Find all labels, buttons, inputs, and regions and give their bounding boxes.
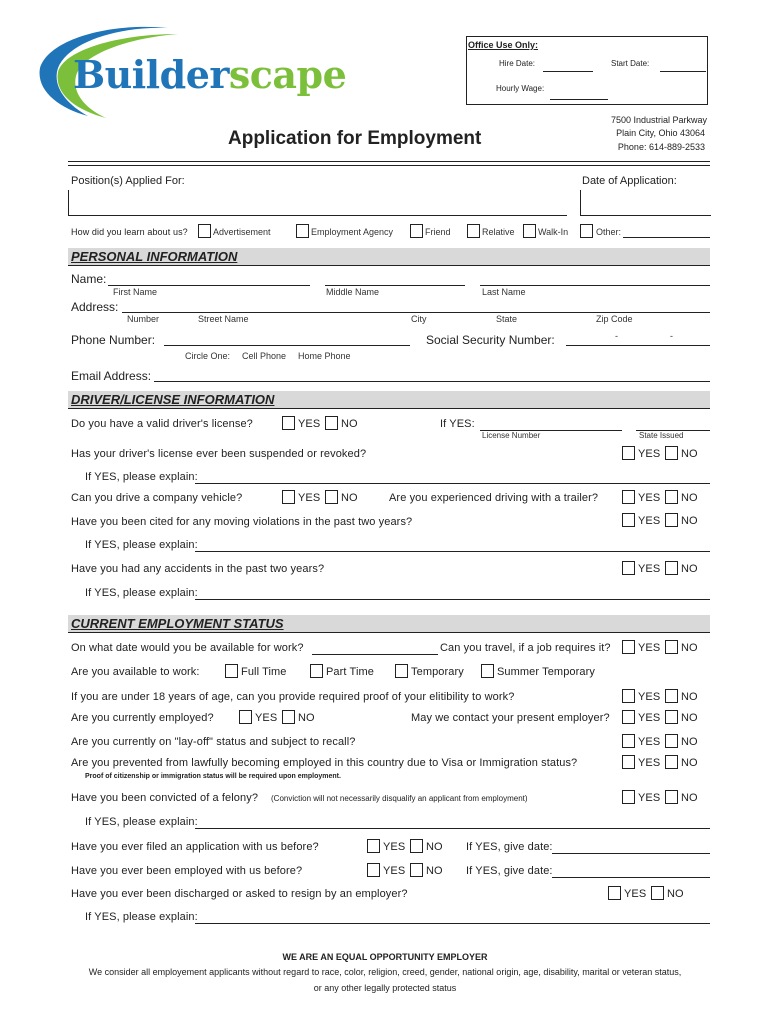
last-name-line[interactable]: [480, 285, 710, 286]
suspended-no-checkbox[interactable]: [665, 446, 678, 460]
temporary-label: Temporary: [411, 666, 464, 678]
ssn-label: Social Security Number:: [426, 333, 555, 347]
visa-question: Are you prevented from lawfully becoming employed in this country due to Visa or Immigration status?: [71, 757, 578, 769]
ssn-dash-2: -: [670, 331, 673, 341]
layoff-no-label: NO: [681, 736, 698, 748]
company-vehicle-question: Can you drive a company vehicle?: [71, 492, 243, 504]
suspended-yes-checkbox[interactable]: [622, 446, 635, 460]
last-name-caption: Last Name: [482, 287, 526, 297]
cited-yes-label: YES: [638, 515, 661, 527]
learn-relative-label: Relative: [482, 227, 515, 237]
currently-employed-yes-label: YES: [255, 712, 278, 724]
office-use-title: Office Use Only:: [468, 40, 539, 50]
license-if-yes-label: If YES:: [440, 418, 475, 430]
accidents-explain-label: If YES, please explain:: [85, 587, 198, 599]
temporary-checkbox[interactable]: [395, 664, 408, 678]
title-rule: [68, 161, 710, 166]
start-date-label: Start Date:: [611, 59, 650, 68]
full-time-label: Full Time: [241, 666, 287, 678]
trailer-question: Are you experienced driving with a trailer?: [389, 492, 599, 504]
ssn-line[interactable]: [566, 345, 710, 346]
logo-text: [73, 52, 346, 97]
accidents-explain-line[interactable]: [195, 599, 710, 600]
trailer-no-checkbox[interactable]: [665, 490, 678, 504]
suspended-yes-label: YES: [638, 448, 661, 460]
logo-text-scape: scape: [228, 52, 347, 97]
address-number-caption: Number: [127, 314, 160, 324]
logo-text-builder: Builder: [73, 52, 229, 97]
employed-before-question: Have you ever been employed with us before?: [71, 865, 303, 877]
cited-no-checkbox[interactable]: [665, 513, 678, 527]
layoff-yes-checkbox[interactable]: [622, 734, 635, 748]
discharged-explain-label: If YES, please explain:: [85, 911, 198, 923]
circle-one-label: Circle One:: [185, 351, 231, 361]
suspended-no-label: NO: [681, 448, 698, 460]
hourly-wage-label: Hourly Wage:: [496, 84, 545, 93]
full-time-checkbox[interactable]: [225, 664, 238, 678]
address-city-caption: City: [411, 314, 427, 324]
part-time-checkbox[interactable]: [310, 664, 323, 678]
contact-employer-question: May we contact your present employer?: [411, 712, 610, 724]
learn-advertisement-label: Advertisement: [213, 227, 271, 237]
phone-label: Phone Number:: [71, 333, 156, 347]
discharged-yes-checkbox[interactable]: [608, 886, 621, 900]
contact-employer-yes-label: YES: [638, 712, 661, 724]
positions-label: Position(s) Applied For:: [71, 175, 185, 187]
filed-before-no-label: NO: [426, 841, 443, 853]
felony-no-label: NO: [681, 792, 698, 804]
middle-name-caption: Middle Name: [326, 287, 380, 297]
learn-friend-checkbox[interactable]: [410, 224, 423, 238]
learn-agency-label: Employment Agency: [311, 227, 394, 237]
travel-no-label: NO: [681, 642, 698, 654]
company-city: Plain City, Ohio 43064: [616, 128, 705, 138]
logo: [18, 20, 347, 130]
under-18-yes-label: YES: [638, 691, 661, 703]
visa-note: Proof of citizenship or immigration status will be required upon employment.: [85, 773, 341, 780]
cited-no-label: NO: [681, 515, 698, 527]
name-label: Name:: [71, 272, 107, 286]
trailer-no-label: NO: [681, 492, 698, 504]
visa-yes-label: YES: [638, 757, 661, 769]
state-issued-caption: State Issued: [639, 431, 684, 440]
felony-yes-checkbox[interactable]: [622, 790, 635, 804]
learn-friend-label: Friend: [425, 227, 451, 237]
contact-employer-no-checkbox[interactable]: [665, 710, 678, 724]
discharged-no-label: NO: [667, 888, 684, 900]
eoe-statement: WE ARE AN EQUAL OPPORTUNITY EMPLOYER: [282, 952, 488, 962]
first-name-line[interactable]: [108, 285, 310, 286]
license-question: Do you have a valid driver's license?: [71, 418, 253, 430]
summer-temporary-label: Summer Temporary: [497, 666, 595, 678]
company-vehicle-no-label: NO: [341, 492, 358, 504]
discharged-question: Have you ever been discharged or asked to resign by an employer?: [71, 888, 408, 900]
layoff-no-checkbox[interactable]: [665, 734, 678, 748]
start-date-line[interactable]: [660, 71, 706, 72]
address-street-caption: Street Name: [198, 314, 249, 324]
email-label: Email Address:: [71, 369, 152, 383]
license-number-caption: License Number: [482, 431, 541, 440]
trailer-yes-checkbox[interactable]: [622, 490, 635, 504]
eoe-line-2: or any other legally protected status: [313, 983, 457, 993]
learn-relative-checkbox[interactable]: [467, 224, 480, 238]
learn-advertisement-checkbox[interactable]: [198, 224, 211, 238]
layoff-question: Are you currently on "lay-off" status and subject to recall?: [71, 736, 356, 748]
filed-before-yes-checkbox[interactable]: [367, 839, 380, 853]
license-no-label: NO: [341, 418, 358, 430]
employed-before-yes-label: YES: [383, 865, 406, 877]
contact-employer-yes-checkbox[interactable]: [622, 710, 635, 724]
currently-employed-question: Are you currently employed?: [71, 712, 214, 724]
visa-yes-checkbox[interactable]: [622, 755, 635, 769]
travel-no-checkbox[interactable]: [665, 640, 678, 654]
employed-before-no-label: NO: [426, 865, 443, 877]
discharged-no-checkbox[interactable]: [651, 886, 664, 900]
cell-phone-option[interactable]: Cell Phone: [242, 351, 287, 361]
first-name-caption: First Name: [113, 287, 158, 297]
felony-note: (Conviction will not necessarily disqualify an applicant from employment): [271, 794, 528, 803]
visa-no-checkbox[interactable]: [665, 755, 678, 769]
currently-employed-no-label: NO: [298, 712, 315, 724]
layoff-yes-label: YES: [638, 736, 661, 748]
availability-question: Are you available to work:: [71, 666, 200, 678]
visa-no-label: NO: [681, 757, 698, 769]
company-vehicle-yes-checkbox[interactable]: [282, 490, 295, 504]
middle-name-line[interactable]: [325, 285, 465, 286]
part-time-label: Part Time: [326, 666, 374, 678]
learn-other-checkbox[interactable]: [580, 224, 593, 238]
travel-yes-label: YES: [638, 642, 661, 654]
suspended-question: Has your driver's license ever been suspended or revoked?: [71, 448, 367, 460]
accidents-yes-label: YES: [638, 563, 661, 575]
under-18-yes-checkbox[interactable]: [622, 689, 635, 703]
filed-before-yes-label: YES: [383, 841, 406, 853]
felony-no-checkbox[interactable]: [665, 790, 678, 804]
hire-date-line[interactable]: [543, 71, 593, 72]
accidents-no-checkbox[interactable]: [665, 561, 678, 575]
learn-label: How did you learn about us?: [71, 227, 188, 237]
accidents-question: Have you had any accidents in the past two years?: [71, 563, 325, 575]
personal-info-header: PERSONAL INFORMATION: [68, 248, 710, 266]
hourly-wage-line[interactable]: [550, 99, 608, 100]
felony-explain-line[interactable]: [195, 828, 710, 829]
phone-line[interactable]: [164, 345, 410, 346]
cited-question: Have you been cited for any moving violations in the past two years?: [71, 516, 413, 528]
email-line[interactable]: [154, 381, 710, 382]
filed-before-date-line[interactable]: [552, 853, 710, 854]
license-no-checkbox[interactable]: [325, 416, 338, 430]
ssn-dash-1: -: [615, 331, 618, 341]
available-date-line[interactable]: [312, 654, 438, 655]
cited-explain-label: If YES, please explain:: [85, 539, 198, 551]
accidents-yes-checkbox[interactable]: [622, 561, 635, 575]
employed-before-date-label: If YES, give date:: [466, 865, 553, 877]
travel-question: Can you travel, if a job requires it?: [440, 642, 611, 654]
driver-info-header: DRIVER/LICENSE INFORMATION: [68, 391, 710, 409]
learn-agency-checkbox[interactable]: [296, 224, 309, 238]
filed-before-no-checkbox[interactable]: [410, 839, 423, 853]
currently-employed-no-checkbox[interactable]: [282, 710, 295, 724]
eoe-line-1: We consider all employement applicants without regard to race, color, religion, creed, gender, national origin, age, disability, marital or veteran status,: [88, 967, 682, 977]
company-street: 7500 Industrial Parkway: [610, 115, 707, 125]
under-18-no-checkbox[interactable]: [665, 689, 678, 703]
license-yes-checkbox[interactable]: [282, 416, 295, 430]
company-vehicle-no-checkbox[interactable]: [325, 490, 338, 504]
learn-walkin-label: Walk-In: [538, 227, 569, 237]
filed-before-question: Have you ever filed an application with us before?: [71, 841, 319, 853]
summer-temporary-checkbox[interactable]: [481, 664, 494, 678]
address-zip-caption: Zip Code: [596, 314, 633, 324]
company-vehicle-yes-label: YES: [298, 492, 321, 504]
suspended-explain-label: If YES, please explain:: [85, 471, 198, 483]
felony-question: Have you been convicted of a felony?: [71, 792, 259, 804]
learn-other-line[interactable]: [623, 237, 710, 238]
address-state-caption: State: [496, 314, 518, 324]
learn-walkin-checkbox[interactable]: [523, 224, 536, 238]
trailer-yes-label: YES: [638, 492, 661, 504]
travel-yes-checkbox[interactable]: [622, 640, 635, 654]
accidents-no-label: NO: [681, 563, 698, 575]
employed-before-yes-checkbox[interactable]: [367, 863, 380, 877]
date-of-application-field[interactable]: [580, 190, 711, 216]
filed-before-date-label: If YES, give date:: [466, 841, 553, 853]
employed-before-date-line[interactable]: [552, 877, 710, 878]
employed-before-no-checkbox[interactable]: [410, 863, 423, 877]
discharged-yes-label: YES: [624, 888, 647, 900]
positions-field[interactable]: [68, 190, 567, 216]
license-yes-label: YES: [298, 418, 321, 430]
suspended-explain-line[interactable]: [195, 483, 710, 484]
current-employment-header: CURRENT EMPLOYMENT STATUS: [68, 615, 710, 633]
felony-yes-label: YES: [638, 792, 661, 804]
cited-yes-checkbox[interactable]: [622, 513, 635, 527]
date-of-application-label: Date of Application:: [582, 175, 677, 187]
discharged-explain-line[interactable]: [195, 923, 710, 924]
cited-explain-line[interactable]: [195, 551, 710, 552]
under-18-no-label: NO: [681, 691, 698, 703]
company-phone: Phone: 614-889-2533: [617, 142, 705, 152]
currently-employed-yes-checkbox[interactable]: [239, 710, 252, 724]
address-label: Address:: [71, 300, 119, 314]
page-title: Application for Employment: [228, 128, 482, 149]
address-line[interactable]: [122, 312, 710, 313]
hire-date-label: Hire Date:: [499, 59, 536, 68]
home-phone-option[interactable]: Home Phone: [298, 351, 351, 361]
felony-explain-label: If YES, please explain:: [85, 816, 198, 828]
under-18-question: If you are under 18 years of age, can you provide required proof of your elitibility to work?: [71, 691, 515, 703]
learn-other-label: Other:: [596, 227, 622, 237]
available-date-question: On what date would you be available for work?: [71, 642, 304, 654]
contact-employer-no-label: NO: [681, 712, 698, 724]
